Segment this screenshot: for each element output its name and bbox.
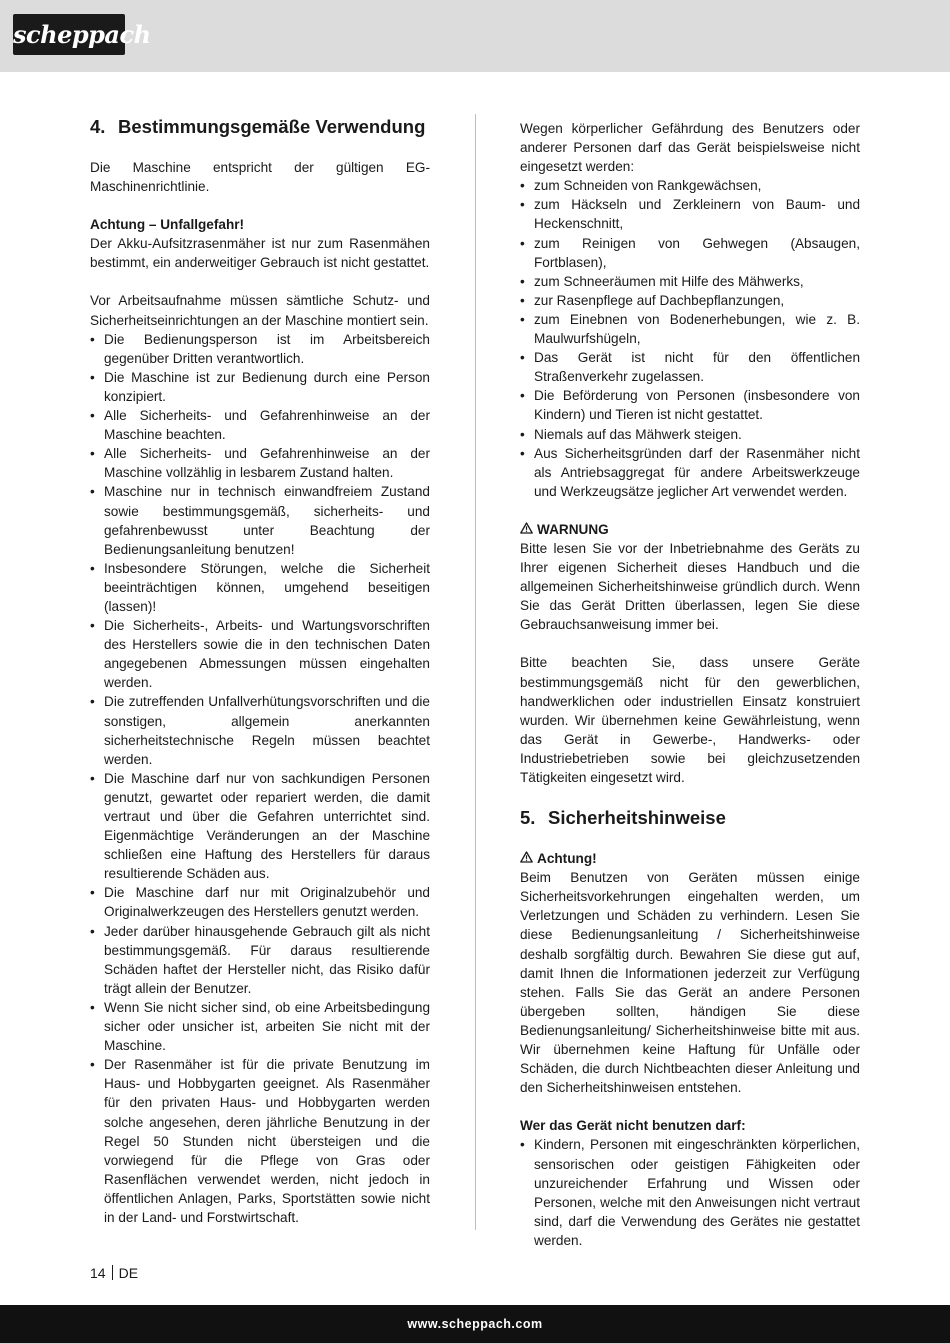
misuse-intro: Wegen körperlicher Gefährdung des Benutzers oder anderer Personen darf das Gerät beispielsweise nicht eingesetzt werden: <box>520 121 860 175</box>
list-item: • Die Maschine darf nur mit Originalzubehör und Originalwerkzeugen des Herstellers genutzt werden. <box>90 883 430 921</box>
list-item: • Der Rasenmäher ist für die private Benutzung im Haus- und Hobbygarten geeignet. Als Rasenmäher für den privaten Haus- und Hobbygarten werden solche angesehen, deren jährliche Benutzung in der Regel 50 Stunden nicht übersteigen und die vorwiegend für die Pflege von Gras oder Rasenflächen verwendet werden, nicht jedoch in öffentlichen Anlagen, Parks, Sportstätten sowie nicht in der Land- und Forstwirtschaft. <box>90 1055 430 1227</box>
list-item: • zum Schneeräumen mit Hilfe des Mähwerks, <box>520 272 860 291</box>
list-item: • Alle Sicherheits- und Gefahrenhinweise an der Maschine beachten. <box>90 406 430 444</box>
column-divider <box>475 114 476 1230</box>
section-4-number: 4. <box>90 116 106 137</box>
list-item: • Kindern, Personen mit eingeschränkten körperlichen, sensorischen oder geistigen Fähigkeiten oder unzureichender Erfahrung und Wissen oder Personen, welche mit den Anweisungen nicht vertraut sind, darf die Verwendung des Gerätes nie gestattet werden. <box>520 1135 860 1250</box>
who-may-not-use-title: Wer das Gerät nicht benutzen darf: <box>520 1118 746 1134</box>
intro-text: Die Maschine entspricht der gültigen EG-Maschinenrichtlinie. <box>90 160 430 195</box>
list-item: • Die Beförderung von Personen (insbesondere von Kindern) und Tieren ist nicht gestattet. <box>520 386 860 424</box>
section-5-title: Sicherheitshinweise <box>548 807 726 829</box>
footer-band <box>0 1305 950 1343</box>
section-5-number: 5. <box>520 807 536 829</box>
left-column <box>90 114 430 1227</box>
attention-text: Beim Benutzen von Geräten müssen einige Sicherheitsvorkehrungen eingehalten werden, um Verletzungen und Schäden zu verhindern. Lesen Sie diese Bedienungsanleitung / Sicherheitshinweise deshalb sorgfältig durch. Bewahren Sie diese gut auf, damit Ihnen die Informationen jederzeit zur Verfügung stehen. Falls Sie das Gerät an andere Personen übergeben sollten, händigen Sie diese Bedienungsanleitung/ Sicherheitshinweise bitte mit aus. Wir übernehmen keine Haftung für Unfälle oder Schäden, die durch Nichtbeachten dieser Anleitung und den Sicherheitshinweisen entstehen. <box>520 870 860 1096</box>
warning-title: WARNUNG <box>537 521 609 537</box>
page-number <box>90 1264 138 1282</box>
list-item: • Jeder darüber hinausgehende Gebrauch gilt als nicht bestimmungsgemäß. Für daraus resultierende Schäden haftet der Hersteller nicht, das Risiko dafür trägt allein der Benutzer. <box>90 922 430 998</box>
list-item: • zum Schneiden von Rankgewächsen, <box>520 176 860 195</box>
warning-triangle-icon <box>520 520 533 539</box>
list-item: • zur Rasenpflege auf Dachbepflanzungen, <box>520 291 860 310</box>
attention-heading <box>520 849 860 868</box>
list-item: • Die zutreffenden Unfallverhütungsvorschriften und die sonstigen, allgemein anerkannten sicherheitstechnische Regeln müssen beachtet werden. <box>90 692 430 768</box>
list-item: • Niemals auf das Mähwerk steigen. <box>520 425 860 444</box>
who-may-not-use-list <box>520 1135 860 1250</box>
list-item: • Die Bedienungsperson ist im Arbeitsbereich gegenüber Dritten verantwortlich. <box>90 330 430 368</box>
website-link[interactable]: www.scheppach.com <box>407 1317 543 1331</box>
list-item: • zum Reinigen von Gehwegen (Absaugen, Fortblasen), <box>520 234 860 272</box>
accident-warning-text: Der Akku-Aufsitzrasenmäher ist nur zum Rasenmähen bestimmt, ein anderweitiger Gebrauch ist nicht gestattet. <box>90 236 430 271</box>
right-column <box>520 119 860 1250</box>
list-item: • zum Einebnen von Bodenerhebungen, wie z. B. Maulwurfshügeln, <box>520 310 860 348</box>
section-5-heading <box>520 805 860 831</box>
list-item: • Das Gerät ist nicht für den öffentlichen Straßenverkehr zugelassen. <box>520 348 860 386</box>
list-item: • Maschine nur in technisch einwandfreiem Zustand sowie bestimmungsgemäß, sicherheits- und gefahrenbewusst unter Beachtung der Bedienungsanleitung benutzen! <box>90 482 430 558</box>
list-item: • Aus Sicherheitsgründen darf der Rasenmäher nicht als Antriebsaggregat für andere Arbeitswerkzeuge und Werkzeugsätze jeglicher Art verwendet werden. <box>520 444 860 501</box>
misuse-list <box>520 176 860 501</box>
header-band <box>0 0 950 72</box>
attention-title: Achtung! <box>537 851 597 867</box>
warning-text: Bitte lesen Sie vor der Inbetriebnahme des Geräts zu Ihrer eigenen Sicherheit dieses Handbuch und die allgemeinen Sicherheitshinweise gründlich durch. Wenn Sie das Gerät Dritten überlassen, legen Sie diese Gebrauchsanweisung immer bei. <box>520 540 860 633</box>
accident-warning-title: Achtung – Unfallgefahr! <box>90 217 245 233</box>
brand-logo: scheppach <box>13 14 125 55</box>
page-number-value: 14 <box>90 1265 106 1281</box>
list-item: • zum Häckseln und Zerkleinern von Baum- und Heckenschnitt, <box>520 195 860 233</box>
section-4-heading <box>90 114 430 140</box>
list-item: • Die Maschine darf nur von sachkundigen Personen genutzt, gewartet oder repariert werden, die damit vertraut und über die Gefahren unterrichtet sind. Eigenmächtige Veränderungen an der Maschine schließen eine Haftung des Herstellers für daraus resultierende Schäden aus. <box>90 769 430 884</box>
list-item: • Die Sicherheits-, Arbeits- und Wartungsvorschriften des Herstellers sowie die in den technischen Daten angegebenen Abmessungen müssen eingehalten werden. <box>90 616 430 692</box>
list-item: • Die Maschine ist zur Bedienung durch eine Person konzipiert. <box>90 368 430 406</box>
left-bullet-list <box>90 330 430 1227</box>
pre-list-text: Vor Arbeitsaufnahme müssen sämtliche Schutz- und Sicherheitseinrichtungen an der Maschine montiert sein. <box>90 293 430 328</box>
warning-heading <box>520 520 860 539</box>
warning-triangle-icon <box>520 849 533 868</box>
list-item: • Insbesondere Störungen, welche die Sicherheit beeinträchtigen können, umgehend beseitigen (lassen)! <box>90 559 430 616</box>
section-4-title: Bestimmungsgemäße Verwendung <box>118 116 426 137</box>
notice-text: Bitte beachten Sie, dass unsere Geräte bestimmungsgemäß nicht für den gewerblichen, handwerklichen oder industriellen Einsatz konstruiert wurden. Wir übernehmen keine Gewährleistung, wenn das Gerät in Gewerbe-, Handwerks- oder Industriebetrieben sowie bei gleichzusetzenden Tätigkeiten eingesetzt wird. <box>520 655 860 785</box>
page-language: DE <box>118 1265 139 1281</box>
list-item: • Wenn Sie nicht sicher sind, ob eine Arbeitsbedingung sicher oder unsicher ist, arbeiten Sie nicht mit der Maschine. <box>90 998 430 1055</box>
list-item: • Alle Sicherheits- und Gefahrenhinweise an der Maschine vollzählig in lesbarem Zustand halten. <box>90 444 430 482</box>
